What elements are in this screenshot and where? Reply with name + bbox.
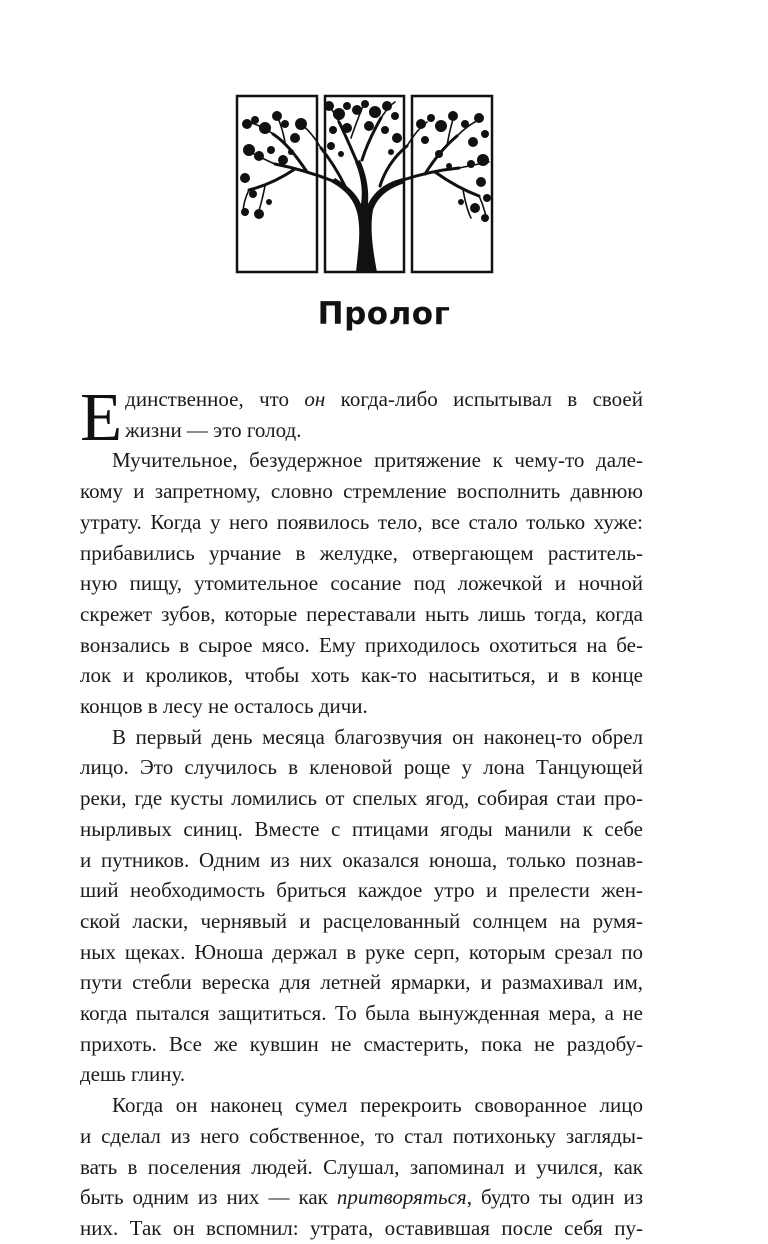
drop-cap: Е	[80, 379, 123, 455]
emphasis: он	[304, 387, 326, 411]
paragraph-4: Когда он наконец сумел перекроить своворанное лицо и сделал из него собственное, то стал потихоньку загляды- вать в поселения людей. Слушал, запоминал и учился, как быть одним из них — как притворяться, будто ты один из них. Так он вспомнил: утрата, оставившая после себя пу-	[80, 1093, 644, 1240]
emphasis: притворяться	[336, 1185, 467, 1210]
tree-triptych-icon	[235, 94, 494, 274]
paragraph-1: Единственное, что он когда-либо испытывал в своей жизни — это голод.	[80, 379, 643, 455]
chapter-title: Пролог	[317, 296, 451, 332]
paragraph-2: Мучительное, безудержное притяжение к чему-то дале- кому и запретному, словно стремление восполнить давнюю утрату. Когда у него появилось тело, все стало только хуже: прибавились урчание в желудке, отвергающем раститель- ную пищу, утомительное сосание под ложечкой и ночной скрежет зубов, которые переставали ныть лишь тогда, когда вонзались в сырое мясо. Ему приходилось охотиться на бе- лок и кроликов, чтобы хоть как-то насытиться, и в конце концов в лесу не осталось дичи.	[80, 448, 643, 719]
paragraph-3: В первый день месяца благозвучия он наконец-то обрел лицо. Это случилось в кленовой роще у лона Танцующей реки, где кусты ломились от спелых ягод, собирая стаи про- нырливых синиц. Вместе с птицами ягоды манили к себе и путников. Одним из них оказался юноша, только познав- ший необходимость бриться каждое утро и прелести жен- ской ласки, чернявый и расцелованный солнцем на румя- ных щеках. Юноша держал в руке серп, которым срезал по пути стебли вереска для летней ярмарки, и размахивал им, когда пытался защититься. То была вынужденная мера, а не прихоть. Все же кувшин не смастерить, пока не раздобу- дешь глину.	[80, 724, 643, 1087]
body-text	[80, 379, 644, 1244]
